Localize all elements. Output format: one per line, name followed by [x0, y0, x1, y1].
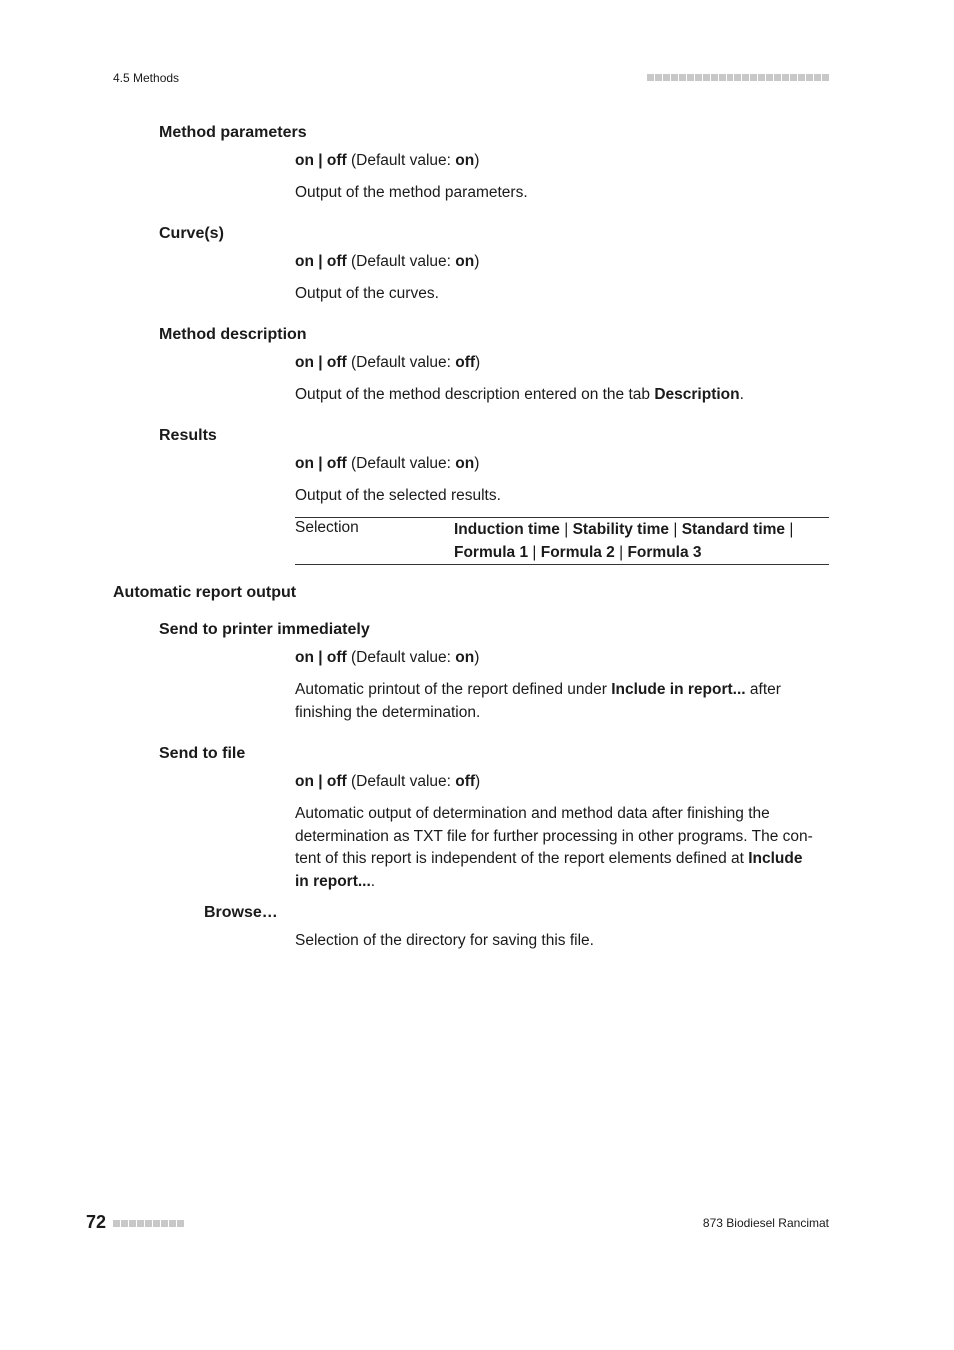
browse-description: Selection of the directory for saving this file.	[295, 932, 594, 949]
curves-description: Output of the curves.	[295, 285, 439, 302]
results-options: on | off (Default value: on)	[295, 455, 480, 472]
page-number: 72	[86, 1212, 107, 1232]
method-parameters-description: Output of the method parameters.	[295, 184, 528, 201]
curves-options: on | off (Default value: on)	[295, 253, 480, 270]
send-to-printer-options: on | off (Default value: on)	[295, 649, 480, 666]
send-to-file-options: on | off (Default value: off)	[295, 773, 481, 790]
selection-value: Formula 2	[540, 544, 615, 561]
automatic-report-output-heading: Automatic report output	[113, 584, 297, 601]
header-decorative-squares	[647, 74, 829, 82]
footer-decorative-squares	[113, 1220, 184, 1227]
footer-product-name: 873 Biodiesel Rancimat	[702, 1216, 829, 1230]
send-to-file-title: Send to file	[159, 745, 246, 762]
send-to-printer-description: Automatic printout of the report defined under Include in report... after finishing the determination.	[295, 681, 781, 721]
running-header-section: 4.5 Methods	[113, 71, 180, 85]
curves-title: Curve(s)	[159, 225, 224, 242]
selection-value: Induction time	[454, 521, 560, 538]
send-to-file-description: Automatic output of determination and method data after finishing the determination as TXT file for further processing in other programs. The con- tent of this report is independent of the report elements defined at Include in report....	[295, 805, 813, 890]
method-description-description: Output of the method description entered on the tab Description.	[295, 386, 744, 403]
results-title: Results	[159, 427, 217, 444]
selection-label: Selection	[295, 519, 359, 536]
selection-value: Stability time	[572, 521, 670, 538]
browse-title: Browse…	[204, 904, 278, 921]
selection-value: Standard time	[681, 521, 786, 538]
method-description-options: on | off (Default value: off)	[295, 354, 481, 371]
selection-table-bottom-rule	[295, 564, 829, 565]
selection-value: Formula 3	[627, 544, 702, 561]
method-parameters-options: on | off (Default value: on)	[295, 152, 480, 169]
selection-value: Formula 1	[454, 544, 529, 561]
send-to-printer-title: Send to printer immediately	[159, 621, 370, 638]
method-description-title: Method description	[159, 326, 307, 343]
method-parameters-title: Method parameters	[159, 124, 307, 141]
selection-values: Induction time | Stability time | Standard time | Formula 1 | Formula 2 | Formula 3	[454, 521, 794, 561]
results-description: Output of the selected results.	[295, 487, 501, 504]
